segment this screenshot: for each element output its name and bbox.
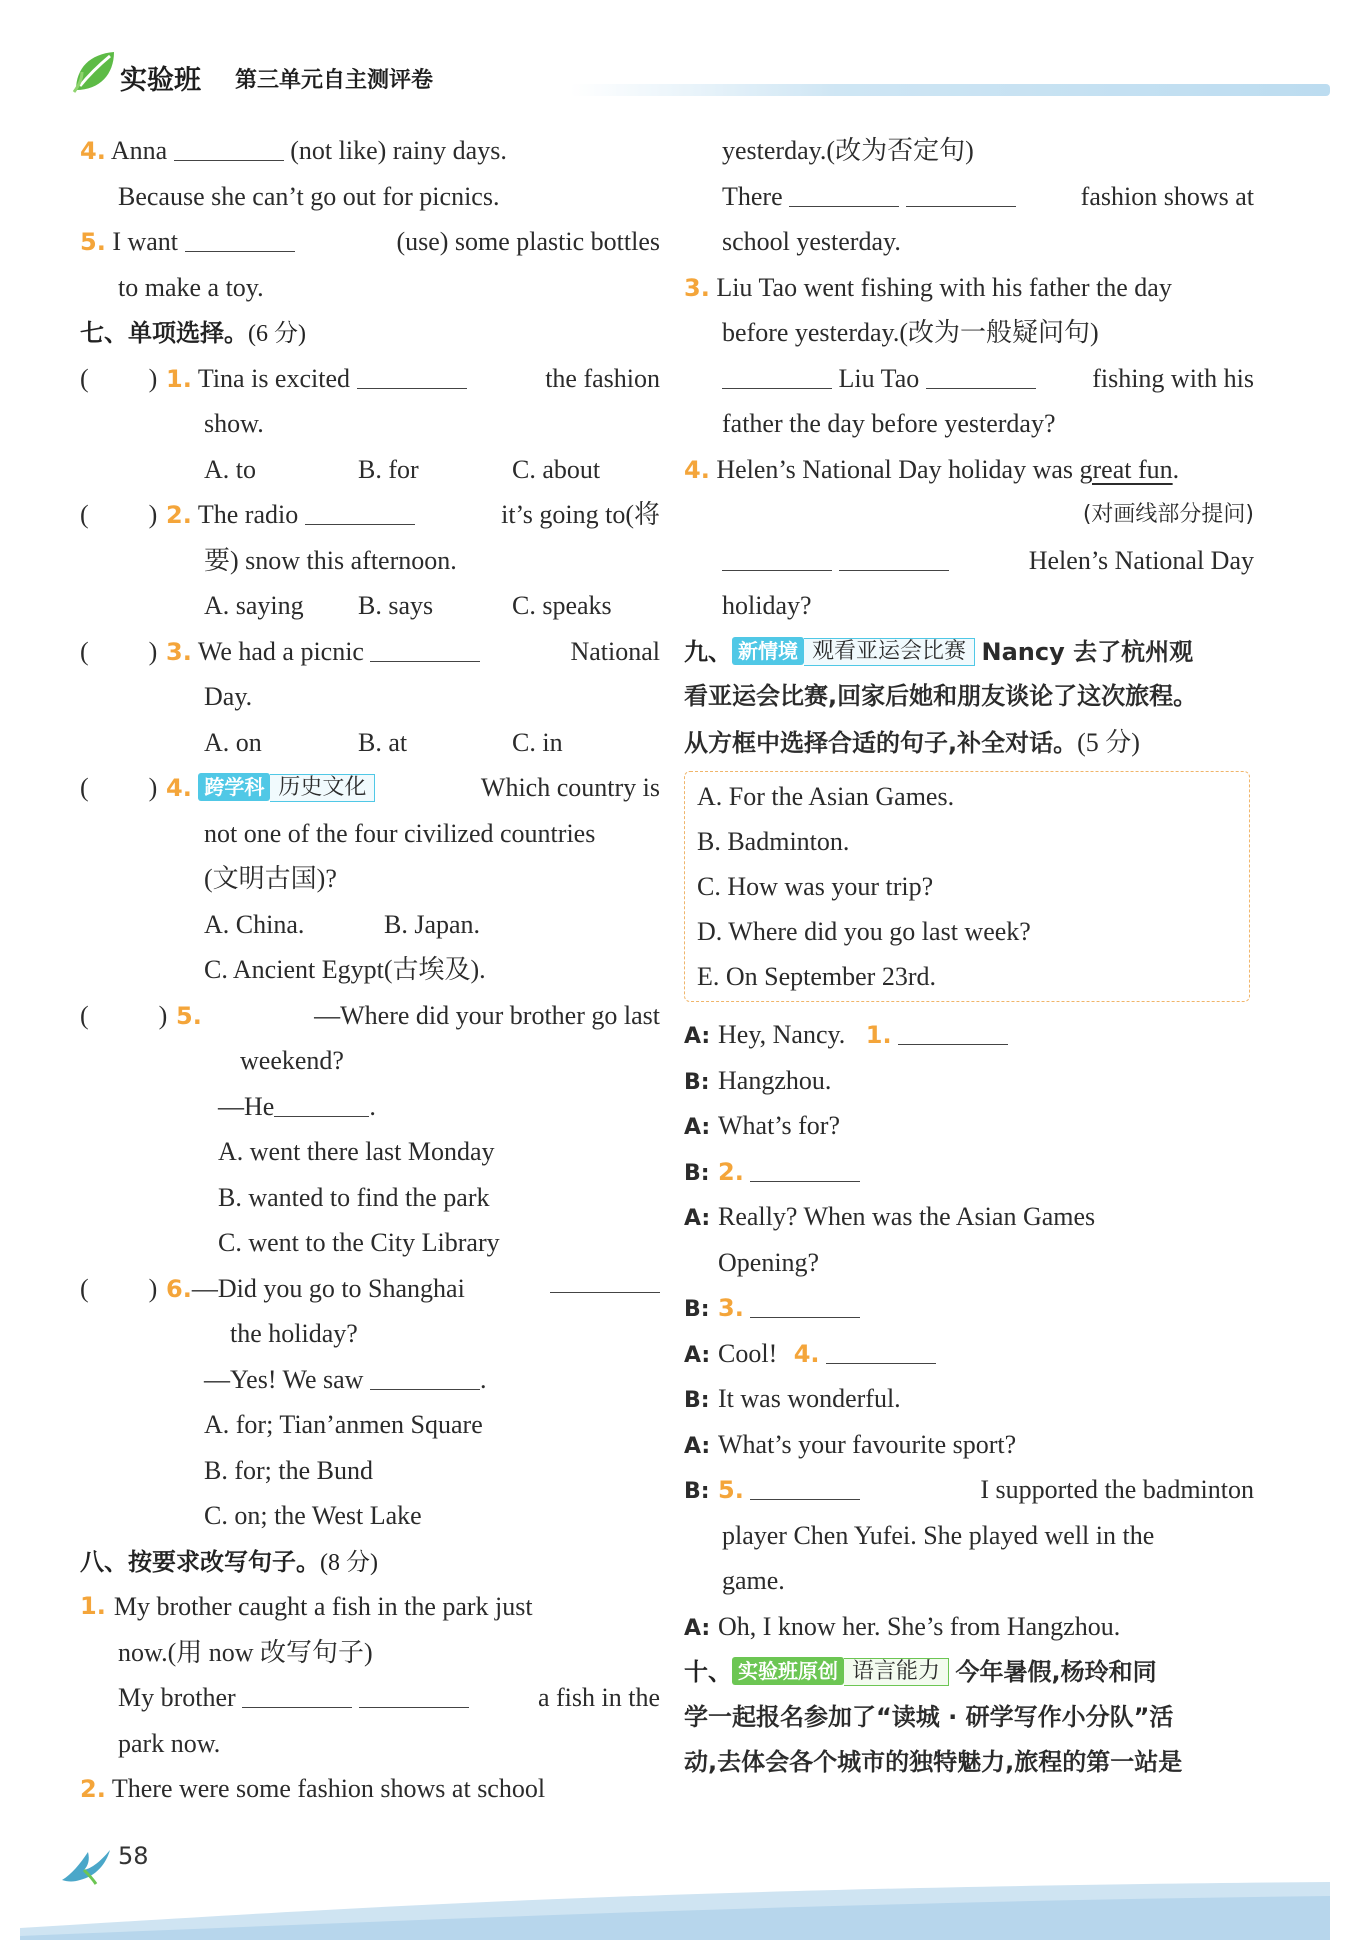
r2-text: There were some fashion shows at school — [111, 1774, 546, 1803]
dialog-text: What’s your favourite sport? — [718, 1429, 1017, 1459]
speaker-label: B: — [684, 1069, 710, 1095]
section-points: (5 分) — [1077, 727, 1140, 757]
dialog-line-9 — [684, 1422, 1254, 1468]
option-c[interactable]: C. speaks — [512, 591, 612, 620]
mc2-text-b: it’s going to(将 — [501, 500, 660, 529]
footer-wave-decoration — [20, 1880, 1330, 1940]
r2-text-c: fashion shows at — [1080, 181, 1254, 211]
r1-line — [80, 1584, 660, 1630]
answer-blank[interactable] — [722, 362, 832, 389]
page-header — [70, 48, 1300, 108]
dialog-text: Hangzhou. — [718, 1065, 832, 1095]
option-a[interactable]: A. to — [204, 454, 256, 484]
section-9-instruction: 从方框中选择合适的句子,补全对话。 — [684, 728, 1078, 757]
r3-text-c: Liu Tao — [838, 363, 920, 393]
section-9-heading — [684, 629, 1254, 675]
section-title: 七、单项选择。 — [80, 319, 248, 347]
mc3-text-b: National — [570, 636, 660, 666]
question-number: 1. — [80, 1592, 106, 1620]
dialog-line-8 — [684, 1376, 1254, 1422]
tag-subtitle: 语言能力 — [844, 1658, 949, 1686]
paren-open: ( — [80, 363, 89, 393]
header-stripe — [570, 84, 1330, 96]
section-7-heading — [80, 310, 660, 356]
dialog-line-5-cont: Opening? — [718, 1247, 820, 1277]
q4-text: Anna — [110, 136, 168, 165]
answer-paren[interactable] — [80, 1266, 166, 1312]
r4-instruction: (对画线部分提问) — [1082, 502, 1254, 527]
answer-paren[interactable] — [80, 765, 166, 811]
answer-blank[interactable] — [839, 544, 949, 571]
mc6-option-a[interactable]: A. for; Tian’anmen Square — [204, 1410, 483, 1439]
dialog-line-2 — [684, 1058, 1254, 1104]
question-number: 3. — [684, 273, 710, 302]
period: . — [1172, 454, 1180, 484]
question-number: 3. — [166, 637, 192, 666]
r3-text-d: fishing with his — [1092, 363, 1254, 393]
option-c[interactable]: C. in — [512, 727, 563, 757]
r3-text: Liu Tao went fishing with his father the day — [716, 272, 1172, 302]
r4-text: Helen’s National Day holiday was — [716, 454, 1074, 484]
section-10-intro: 今年暑假,杨玲和同 — [955, 1658, 1157, 1686]
mc6-line — [80, 1266, 660, 1312]
q4-line — [80, 128, 660, 174]
r1-line-3 — [80, 1675, 660, 1721]
speaker-label: B: — [684, 1160, 710, 1186]
q5-line-2: to make a toy. — [118, 272, 264, 302]
answer-blank[interactable] — [750, 1155, 860, 1182]
mc4-text: Which country is — [480, 773, 660, 802]
section-title: 十、 — [684, 1658, 732, 1686]
mc6-text: —Did you go to Shanghai — [191, 1273, 465, 1303]
mc5-option-b[interactable]: B. wanted to find the park — [218, 1182, 490, 1212]
mc4-option-c[interactable]: C. Ancient Egypt(古埃及). — [204, 955, 486, 984]
option-c[interactable]: C. How was your trip? — [697, 872, 934, 901]
cross-subject-tag: 跨学科 — [198, 773, 270, 801]
q5-text: I want — [112, 227, 179, 256]
question-number: 5. — [80, 228, 106, 256]
paren-close: ) — [148, 363, 158, 393]
option-b[interactable]: B. at — [358, 727, 408, 757]
answer-paren[interactable] — [80, 629, 166, 675]
dialog-text: Oh, I know her. She’s from Hangzhou. — [718, 1611, 1121, 1641]
dialog-line-6 — [684, 1285, 1254, 1331]
option-a[interactable]: A. For the Asian Games. — [697, 782, 955, 811]
section-10-heading — [684, 1649, 1254, 1695]
mc1-line-2: show. — [204, 409, 264, 438]
answer-blank[interactable] — [357, 362, 467, 389]
question-number: 4. — [166, 774, 192, 802]
paren-open: ( — [80, 1273, 89, 1303]
mc5-line-3 — [80, 1084, 660, 1130]
answer-paren[interactable] — [80, 492, 166, 538]
speaker-label: A: — [684, 1433, 711, 1459]
section-9-line-3 — [684, 720, 1254, 766]
dialog-text: Hey, Nancy. — [718, 1020, 846, 1049]
answer-blank[interactable] — [370, 635, 480, 662]
speaker-label: A: — [684, 1024, 711, 1049]
mc5-line — [80, 993, 660, 1039]
dialog-line-3 — [684, 1103, 1254, 1149]
blank-number: 2. — [718, 1157, 744, 1186]
q4-text-b: (not like) rainy days. — [290, 136, 507, 165]
dialog-line-10 — [684, 1467, 1254, 1513]
dialog-line-7 — [684, 1331, 1254, 1377]
speaker-label: A: — [684, 1615, 711, 1641]
option-b[interactable]: B. Japan. — [384, 909, 481, 939]
r3-line-3 — [684, 356, 1254, 402]
mc4-options — [80, 902, 660, 948]
paren-open: ( — [80, 636, 89, 666]
r2-line-4: school yesterday. — [722, 227, 901, 256]
paren-open: ( — [80, 773, 89, 802]
question-number: 2. — [80, 1775, 106, 1803]
page-number: 58 — [118, 1842, 149, 1870]
new-context-tag: 新情境 — [732, 637, 804, 665]
option-c[interactable]: C. about — [512, 454, 601, 484]
answer-blank[interactable] — [370, 1363, 480, 1390]
mc1-text: Tina is excited — [197, 363, 350, 393]
dialog-line-1 — [684, 1012, 1254, 1058]
original-tag: 实验班原创 — [732, 1657, 844, 1685]
option-b[interactable]: B. for — [358, 454, 419, 484]
paren-close: ) — [148, 636, 158, 666]
answer-blank[interactable] — [185, 225, 295, 252]
option-a[interactable]: A. on — [204, 727, 262, 757]
blank-number: 4. — [793, 1339, 820, 1368]
q5-line — [80, 219, 660, 265]
option-b[interactable]: B. Badminton. — [697, 827, 850, 856]
mc6-line-2: the holiday? — [230, 1319, 358, 1348]
mc2-line — [80, 492, 660, 538]
r4-line — [684, 447, 1254, 493]
dialog-text: I supported the badminton — [980, 1475, 1254, 1504]
mc6-line-3 — [80, 1357, 660, 1403]
answer-paren[interactable] — [80, 356, 166, 402]
blank-number: 1. — [865, 1021, 892, 1049]
answer-blank[interactable] — [898, 1018, 1008, 1045]
option-e[interactable]: E. On September 23rd. — [697, 962, 937, 991]
q5-text-b: (use) some plastic bottles — [396, 227, 660, 256]
answer-paren[interactable] — [80, 993, 176, 1039]
speaker-label: A: — [684, 1115, 711, 1140]
paren-close: ) — [148, 500, 158, 529]
option-a[interactable]: A. saying — [204, 591, 304, 620]
r2-line-2: yesterday.(改为否定句) — [722, 136, 974, 165]
mc5-text-c: —He — [218, 1091, 275, 1121]
mc5-line-2: weekend? — [240, 1046, 344, 1075]
leaf-logo-icon — [70, 48, 118, 96]
section-10-line-3: 动,去体会各个城市的独特魅力,旅程的第一站是 — [684, 1748, 1183, 1776]
paren-close: ) — [158, 1000, 168, 1030]
paren-open: ( — [80, 500, 89, 529]
answer-blank[interactable] — [789, 180, 899, 207]
mc2-line-2: 要) snow this afternoon. — [204, 545, 457, 575]
mc3-options — [80, 720, 660, 766]
mc5-option-c[interactable]: C. went to the City Library — [218, 1228, 500, 1257]
dialog-line-11 — [684, 1604, 1254, 1650]
mc6-text-c: —Yes! We saw — [204, 1364, 364, 1394]
r1-text: My brother caught a fish in the park just — [113, 1592, 533, 1621]
section-title: 八、按要求改写句子。 — [80, 1547, 320, 1576]
section-9-line-2: 看亚运会比赛,回家后她和朋友谈论了这次旅程。 — [684, 682, 1198, 710]
tag-subtitle: 历史文化 — [270, 774, 375, 802]
question-number: 2. — [166, 501, 192, 529]
answer-blank[interactable] — [359, 1681, 469, 1708]
r4-line-4: holiday? — [722, 591, 812, 620]
period: . — [479, 1364, 487, 1394]
speaker-label: B: — [684, 1297, 710, 1322]
header-title: 第三单元自主测评卷 — [235, 68, 434, 93]
r1-text-c: My brother — [118, 1683, 236, 1712]
answer-blank[interactable] — [926, 362, 1036, 389]
mc6-option-c[interactable]: C. on; the West Lake — [204, 1501, 422, 1530]
answer-blank[interactable] — [750, 1473, 860, 1500]
blank-number: 3. — [718, 1294, 744, 1322]
mc1-text-b: the fashion — [545, 363, 660, 393]
answer-blank[interactable] — [750, 1291, 860, 1318]
mc4-line — [80, 765, 660, 811]
section-9-intro: Nancy 去了杭州观 — [981, 637, 1194, 666]
speaker-label: B: — [684, 1388, 710, 1413]
dialog-line-10-cont2: game. — [722, 1566, 785, 1595]
answer-blank[interactable] — [826, 1337, 936, 1364]
answer-blank[interactable] — [274, 1090, 369, 1117]
mc6-option-b[interactable]: B. for; the Bund — [204, 1455, 373, 1485]
r1-text-d: a fish in the — [537, 1683, 660, 1712]
r3-line — [684, 265, 1254, 311]
answer-blank[interactable] — [305, 498, 415, 525]
r4-text-c: Helen’s National Day — [1028, 545, 1254, 575]
question-number: 4. — [684, 455, 710, 484]
speaker-label: A: — [684, 1206, 711, 1231]
dialog-line-4 — [684, 1149, 1254, 1195]
question-number: 4. — [80, 137, 106, 165]
r4-line-3 — [684, 538, 1254, 584]
section-points: (8 分) — [320, 1549, 378, 1576]
section-10-line-2: 学一起报名参加了“读城 · 研学写作小分队”活 — [684, 1702, 1174, 1731]
mc3-text: We had a picnic — [197, 636, 364, 666]
speaker-label: B: — [684, 1479, 710, 1504]
underlined-phrase: great fun — [1079, 454, 1173, 484]
right-column — [684, 128, 1254, 1786]
r2-text-b: There — [722, 181, 783, 211]
answer-blank[interactable] — [550, 1266, 660, 1293]
mc1-line — [80, 356, 660, 402]
mc5-option-a[interactable]: A. went there last Monday — [218, 1137, 495, 1166]
option-b[interactable]: B. says — [358, 591, 434, 620]
r2-line-3 — [684, 174, 1254, 220]
r1-line-2: now.(用 now 改写句子) — [118, 1637, 373, 1667]
period: . — [369, 1091, 376, 1121]
mc3-line — [80, 629, 660, 675]
dialog-text: Cool! — [718, 1338, 778, 1368]
answer-blank[interactable] — [174, 134, 284, 161]
blank-number: 5. — [718, 1476, 744, 1504]
dialog-text: It was wonderful. — [718, 1384, 901, 1413]
paren-open: ( — [80, 1000, 89, 1030]
mc2-text: The radio — [197, 500, 299, 529]
q4-line-2: Because she can’t go out for picnics. — [118, 181, 500, 211]
brand-name: 实验班 — [120, 65, 201, 96]
mc2-options — [80, 583, 660, 629]
answer-blank[interactable] — [906, 180, 1016, 207]
option-a[interactable]: A. China. — [204, 909, 305, 939]
dialog-line-5 — [684, 1194, 1254, 1240]
r2-line — [80, 1766, 660, 1812]
dialog-text: Really? When was the Asian Games — [718, 1202, 1096, 1231]
option-d[interactable]: D. Where did you go last week? — [697, 917, 1031, 946]
r3-line-2: before yesterday.(改为一般疑问句) — [722, 318, 1099, 347]
mc3-line-2: Day. — [204, 682, 253, 711]
dialog-text: What’s for? — [718, 1111, 841, 1140]
paren-close: ) — [148, 773, 158, 802]
dialog-line-10-cont: player Chen Yufei. She played well in the — [722, 1520, 1155, 1550]
answer-blank[interactable] — [722, 544, 832, 571]
paren-close: ) — [148, 1273, 158, 1303]
mc1-options — [80, 447, 660, 493]
r1-line-4: park now. — [118, 1728, 221, 1758]
mc5-text: —Where did your brother go last — [314, 1000, 660, 1030]
mc4-line-2: not one of the four civilized countries — [204, 818, 596, 848]
question-number: 6. — [166, 1274, 192, 1303]
r3-line-4: father the day before yesterday? — [722, 409, 1056, 438]
left-column — [80, 128, 660, 1812]
question-number: 5. — [176, 1001, 202, 1030]
section-8-heading — [80, 1539, 660, 1585]
section-points: (6 分) — [248, 321, 306, 347]
speaker-label: A: — [684, 1342, 711, 1368]
tag-subtitle: 观看亚运会比赛 — [804, 638, 975, 666]
answer-blank[interactable] — [242, 1681, 352, 1708]
question-number: 1. — [166, 364, 192, 393]
options-box — [684, 771, 1250, 1002]
section-title: 九、 — [684, 637, 732, 666]
mc4-line-3: (文明古国)? — [204, 864, 337, 893]
